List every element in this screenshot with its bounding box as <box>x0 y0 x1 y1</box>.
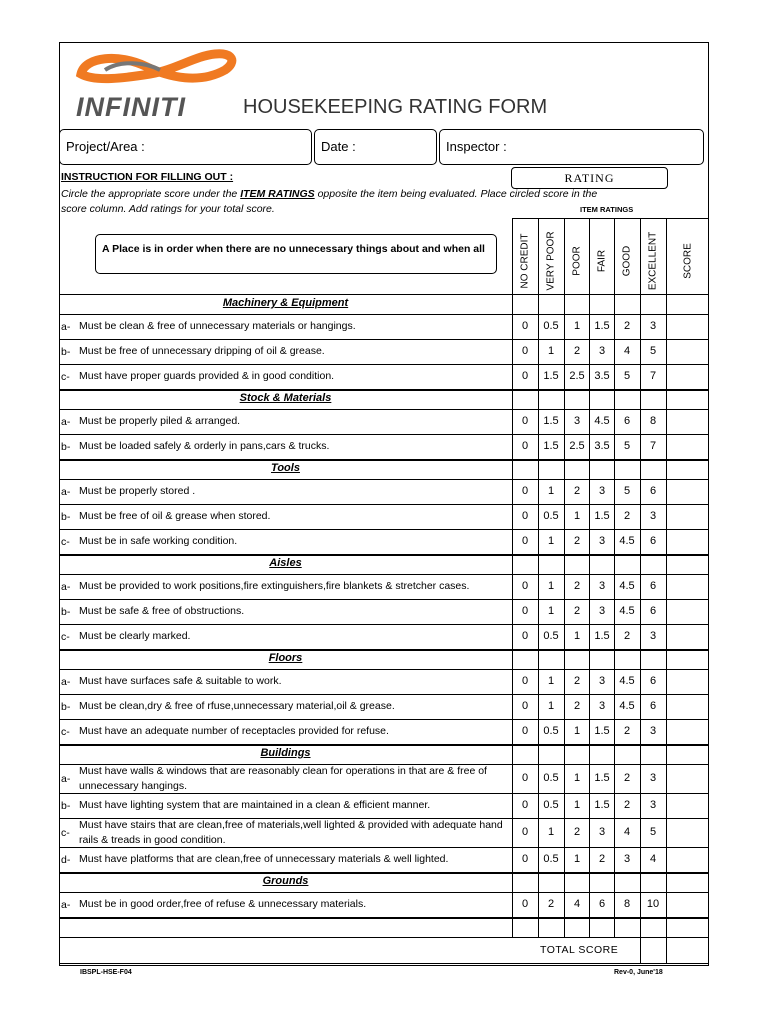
score-cell[interactable]: 6 <box>649 605 657 617</box>
score-cell[interactable]: 5 <box>649 345 657 357</box>
score-cell[interactable]: 3 <box>598 580 606 592</box>
score-cell[interactable]: 0 <box>521 700 529 712</box>
score-cell[interactable]: 0.5 <box>543 853 559 865</box>
score-cell[interactable]: 4.5 <box>619 580 635 592</box>
column-divider <box>564 218 565 937</box>
score-cell[interactable]: 4 <box>623 345 631 357</box>
score-cell[interactable]: 0 <box>521 510 529 522</box>
score-cell[interactable]: 4.5 <box>619 535 635 547</box>
score-cell[interactable]: 1.5 <box>543 440 559 452</box>
score-cell[interactable]: 8 <box>623 898 631 910</box>
score-cell[interactable]: 2 <box>573 535 581 547</box>
score-entry[interactable] <box>666 574 709 599</box>
score-cell[interactable]: 2 <box>623 772 631 784</box>
section-title: Floors <box>268 652 303 664</box>
column-divider <box>512 218 513 937</box>
score-entry[interactable] <box>666 764 709 793</box>
section-title: Machinery & Equipment <box>222 297 349 309</box>
score-cell[interactable]: 0.5 <box>543 320 559 332</box>
score-cell[interactable]: 3.5 <box>594 440 610 452</box>
column-divider <box>666 218 667 963</box>
score-cell[interactable]: 2 <box>573 675 581 687</box>
score-cell[interactable]: 1 <box>573 725 581 737</box>
table-row: c- Must be clearly marked. <box>61 630 191 643</box>
score-cell[interactable]: 3 <box>598 535 606 547</box>
row-divider <box>59 294 709 295</box>
column-divider <box>538 218 539 937</box>
row-divider <box>59 963 709 964</box>
score-cell[interactable]: 1.5 <box>594 510 610 522</box>
section-title: Grounds <box>262 875 309 887</box>
section-title: Buildings <box>260 747 311 759</box>
score-cell[interactable]: 2 <box>598 853 606 865</box>
row-divider <box>59 818 709 819</box>
table-row: a- Must be clean & free of unnecessary materials or hangings. <box>61 320 356 333</box>
column-header-4: GOOD <box>621 245 633 277</box>
score-entry[interactable] <box>666 314 709 339</box>
table-row: b- Must be free of unnecessary dripping of oil & grease. <box>61 345 325 358</box>
score-cell[interactable]: 3 <box>649 510 657 522</box>
table-row: c- Must have proper guards provided & in good condition. <box>61 370 335 383</box>
score-cell[interactable]: 2 <box>623 725 631 737</box>
score-entry[interactable] <box>666 892 709 917</box>
score-cell[interactable]: 3 <box>649 320 657 332</box>
score-cell[interactable]: 1 <box>573 630 581 642</box>
inspector-field[interactable]: Inspector : <box>439 129 704 165</box>
score-cell[interactable]: 4 <box>573 898 581 910</box>
score-entry[interactable] <box>666 669 709 694</box>
row-divider <box>59 599 709 600</box>
score-cell[interactable]: 1 <box>547 580 555 592</box>
score-cell[interactable]: 6 <box>649 675 657 687</box>
table-row: b- Must be free of oil & grease when stored. <box>61 510 271 523</box>
column-header-5: EXCELLENT <box>647 231 659 291</box>
table-row: a- Must be provided to work positions,fire extinguishers,fire blankets & stretcher cases. <box>61 580 470 593</box>
infiniti-logo-icon <box>75 48 240 93</box>
score-entry[interactable] <box>666 624 709 649</box>
score-cell[interactable]: 1.5 <box>594 772 610 784</box>
score-cell[interactable]: 0 <box>521 772 529 784</box>
score-cell[interactable]: 2.5 <box>569 440 585 452</box>
column-header-1: VERY POOR <box>545 231 557 291</box>
item-ratings-label: ITEM RATINGS <box>580 205 634 214</box>
row-divider <box>59 649 709 651</box>
score-cell[interactable]: 4.5 <box>619 675 635 687</box>
row-divider <box>59 719 709 720</box>
instruction-text: Circle the appropriate score under the ITEM RATINGS opposite the item being evaluated. Place circled score in the score column. Add ratings for your total score. <box>61 188 598 215</box>
score-cell[interactable]: 1 <box>547 535 555 547</box>
instruction-heading: INSTRUCTION FOR FILLING OUT : <box>61 171 234 183</box>
project-area-field[interactable]: Project/Area : <box>59 129 312 165</box>
score-cell[interactable]: 0 <box>521 580 529 592</box>
score-cell[interactable]: 1 <box>547 605 555 617</box>
score-cell[interactable]: 2 <box>573 700 581 712</box>
brand-name: INFINITI <box>76 92 186 122</box>
principle-box: A Place is in order when there are no unnecessary things about and when all <box>95 234 497 274</box>
score-cell[interactable]: 2 <box>573 345 581 357</box>
score-entry[interactable] <box>666 818 709 847</box>
score-cell[interactable]: 0 <box>521 826 529 838</box>
score-cell[interactable]: 0 <box>521 898 529 910</box>
section-title: Aisles <box>269 557 302 569</box>
score-cell[interactable]: 1 <box>547 485 555 497</box>
table-row: c- Must be in safe working condition. <box>61 535 238 548</box>
row-divider <box>59 389 709 391</box>
score-cell[interactable]: 1 <box>573 853 581 865</box>
score-cell[interactable]: 2 <box>547 898 555 910</box>
table-row: b- Must be clean,dry & free of rfuse,unnecessary material,oil & grease. <box>61 700 395 713</box>
table-row: a- Must have surfaces safe & suitable to work. <box>61 675 282 688</box>
score-cell[interactable]: 1.5 <box>594 799 610 811</box>
score-cell[interactable]: 3 <box>623 853 631 865</box>
score-cell[interactable]: 0 <box>521 440 529 452</box>
row-divider <box>59 434 709 435</box>
score-cell[interactable]: 3 <box>598 605 606 617</box>
score-entry[interactable] <box>666 599 709 624</box>
table-row: a- Must be properly stored . <box>61 485 196 498</box>
score-cell[interactable]: 2 <box>573 826 581 838</box>
score-cell[interactable]: 3 <box>649 772 657 784</box>
score-cell[interactable]: 1 <box>573 510 581 522</box>
rating-header: RATING <box>511 167 668 189</box>
score-cell[interactable]: 6 <box>649 580 657 592</box>
row-divider <box>59 847 709 848</box>
column-header-2: POOR <box>571 246 583 276</box>
row-divider <box>59 339 709 340</box>
score-cell[interactable]: 5 <box>623 370 631 382</box>
score-entry[interactable] <box>666 793 709 818</box>
score-cell[interactable]: 1 <box>547 345 555 357</box>
score-cell[interactable]: 0 <box>521 799 529 811</box>
score-cell[interactable]: 1 <box>573 320 581 332</box>
score-cell[interactable]: 3 <box>598 700 606 712</box>
score-cell[interactable]: 3.5 <box>594 370 610 382</box>
row-divider <box>59 744 709 746</box>
section-title: Stock & Materials <box>239 392 332 404</box>
score-cell[interactable]: 0.5 <box>543 799 559 811</box>
score-cell[interactable]: 6 <box>649 485 657 497</box>
score-cell[interactable]: 1 <box>573 772 581 784</box>
total-score-label: TOTAL SCORE <box>540 944 619 956</box>
score-cell[interactable]: 1.5 <box>594 320 610 332</box>
score-cell[interactable]: 2 <box>623 799 631 811</box>
table-row: a- Must have walls & windows that are reasonably clean for operations in that are & free of unnecessary hangings. <box>61 764 487 792</box>
score-cell[interactable]: 1.5 <box>594 630 610 642</box>
column-header-3: FAIR <box>596 249 608 273</box>
score-cell[interactable]: 1.5 <box>543 370 559 382</box>
table-row: b- Must be safe & free of obstructions. <box>61 605 245 618</box>
row-divider <box>512 218 709 219</box>
score-cell[interactable]: 5 <box>623 485 631 497</box>
score-cell[interactable]: 3 <box>598 675 606 687</box>
footer-doc-code: IBSPL-HSE-F04 <box>80 969 132 976</box>
score-entry[interactable] <box>666 364 709 389</box>
score-cell[interactable]: 3 <box>598 485 606 497</box>
footer-revision: Rev-0, June'18 <box>614 969 663 976</box>
row-divider <box>59 554 709 556</box>
score-cell[interactable]: 0.5 <box>543 772 559 784</box>
score-entry[interactable] <box>666 694 709 719</box>
table-row: a- Must be properly piled & arranged. <box>61 415 241 428</box>
column-divider <box>640 937 641 963</box>
score-cell[interactable]: 0.5 <box>543 630 559 642</box>
table-row: c- Must have an adequate number of receptacles provided for refuse. <box>61 725 389 738</box>
score-cell[interactable]: 1.5 <box>594 725 610 737</box>
score-cell[interactable]: 2 <box>573 485 581 497</box>
table-row: a- Must be in good order,free of refuse & unnecessary materials. <box>61 898 367 911</box>
row-divider <box>59 937 709 938</box>
row-divider <box>59 892 709 893</box>
score-cell[interactable]: 0.5 <box>543 725 559 737</box>
score-cell[interactable]: 3 <box>649 725 657 737</box>
score-cell[interactable]: 1.5 <box>543 415 559 427</box>
form-title: HOUSEKEEPING RATING FORM <box>243 96 548 118</box>
score-cell[interactable]: 3 <box>573 415 581 427</box>
score-cell[interactable]: 0 <box>521 415 529 427</box>
row-divider <box>59 694 709 695</box>
score-cell[interactable]: 3 <box>649 630 657 642</box>
row-divider <box>59 917 709 919</box>
score-cell[interactable]: 4.5 <box>594 415 610 427</box>
score-cell[interactable]: 6 <box>649 700 657 712</box>
row-divider <box>59 574 709 575</box>
row-divider <box>59 479 709 480</box>
score-entry[interactable] <box>666 409 709 434</box>
score-cell[interactable]: 0 <box>521 630 529 642</box>
score-cell[interactable]: 3 <box>598 345 606 357</box>
score-cell[interactable]: 5 <box>623 440 631 452</box>
score-cell[interactable]: 2 <box>623 320 631 332</box>
row-divider <box>59 793 709 794</box>
score-cell[interactable]: 1 <box>547 700 555 712</box>
score-cell[interactable]: 2 <box>573 605 581 617</box>
score-cell[interactable]: 3 <box>598 826 606 838</box>
row-divider <box>59 669 709 670</box>
row-divider <box>59 529 709 530</box>
score-cell[interactable]: 0 <box>521 320 529 332</box>
row-divider <box>59 409 709 410</box>
column-header-0: NO CREDIT <box>519 233 531 289</box>
row-divider <box>59 314 709 315</box>
score-cell[interactable]: 5 <box>649 826 657 838</box>
row-divider <box>59 764 709 765</box>
score-cell[interactable]: 3 <box>649 799 657 811</box>
score-cell[interactable]: 0 <box>521 675 529 687</box>
score-cell[interactable]: 1 <box>573 799 581 811</box>
score-cell[interactable]: 0 <box>521 370 529 382</box>
score-cell[interactable]: 4 <box>623 826 631 838</box>
score-entry[interactable] <box>666 847 709 872</box>
column-divider <box>589 218 590 937</box>
score-cell[interactable]: 0 <box>521 345 529 357</box>
score-cell[interactable]: 0 <box>521 725 529 737</box>
row-divider <box>59 459 709 461</box>
score-cell[interactable]: 2 <box>623 630 631 642</box>
score-cell[interactable]: 1 <box>547 675 555 687</box>
column-divider <box>614 218 615 937</box>
score-cell[interactable]: 2.5 <box>569 370 585 382</box>
score-cell[interactable]: 6 <box>598 898 606 910</box>
table-row: c- Must have stairs that are clean,free of materials,well lighted & provided with adequate hand rails & treads in good condition. <box>61 818 503 846</box>
score-cell[interactable]: 6 <box>623 415 631 427</box>
date-field[interactable]: Date : <box>314 129 437 165</box>
score-cell[interactable]: 4 <box>649 853 657 865</box>
score-cell[interactable]: 7 <box>649 440 657 452</box>
score-entry[interactable] <box>666 719 709 744</box>
score-cell[interactable]: 4.5 <box>619 700 635 712</box>
row-divider <box>59 504 709 505</box>
table-row: b- Must have lighting system that are maintained in a clean & efficient manner. <box>61 799 431 812</box>
score-cell[interactable]: 2 <box>623 510 631 522</box>
table-row: d- Must have platforms that are clean,free of unnecessary materials & well lighted. <box>61 853 449 866</box>
column-header-6: SCORE <box>682 243 693 279</box>
score-cell[interactable]: 4.5 <box>619 605 635 617</box>
table-row: b- Must be loaded safely & orderly in pans,cars & trucks. <box>61 440 330 453</box>
score-entry[interactable] <box>666 479 709 504</box>
score-cell[interactable]: 0 <box>521 605 529 617</box>
score-cell[interactable]: 0.5 <box>543 510 559 522</box>
score-cell[interactable]: 1 <box>547 826 555 838</box>
score-cell[interactable]: 0 <box>521 535 529 547</box>
score-cell[interactable]: 7 <box>649 370 657 382</box>
column-divider <box>640 218 641 963</box>
score-cell[interactable]: 10 <box>646 898 660 910</box>
score-entry[interactable] <box>666 434 709 459</box>
score-cell[interactable]: 0 <box>521 485 529 497</box>
score-entry[interactable] <box>666 529 709 554</box>
score-cell[interactable]: 8 <box>649 415 657 427</box>
score-cell[interactable]: 6 <box>649 535 657 547</box>
score-entry[interactable] <box>666 504 709 529</box>
row-divider <box>59 364 709 365</box>
score-entry[interactable] <box>666 339 709 364</box>
section-title: Tools <box>271 462 300 474</box>
score-cell[interactable]: 0 <box>521 853 529 865</box>
score-cell[interactable]: 2 <box>573 580 581 592</box>
row-divider <box>59 624 709 625</box>
row-divider <box>59 872 709 874</box>
